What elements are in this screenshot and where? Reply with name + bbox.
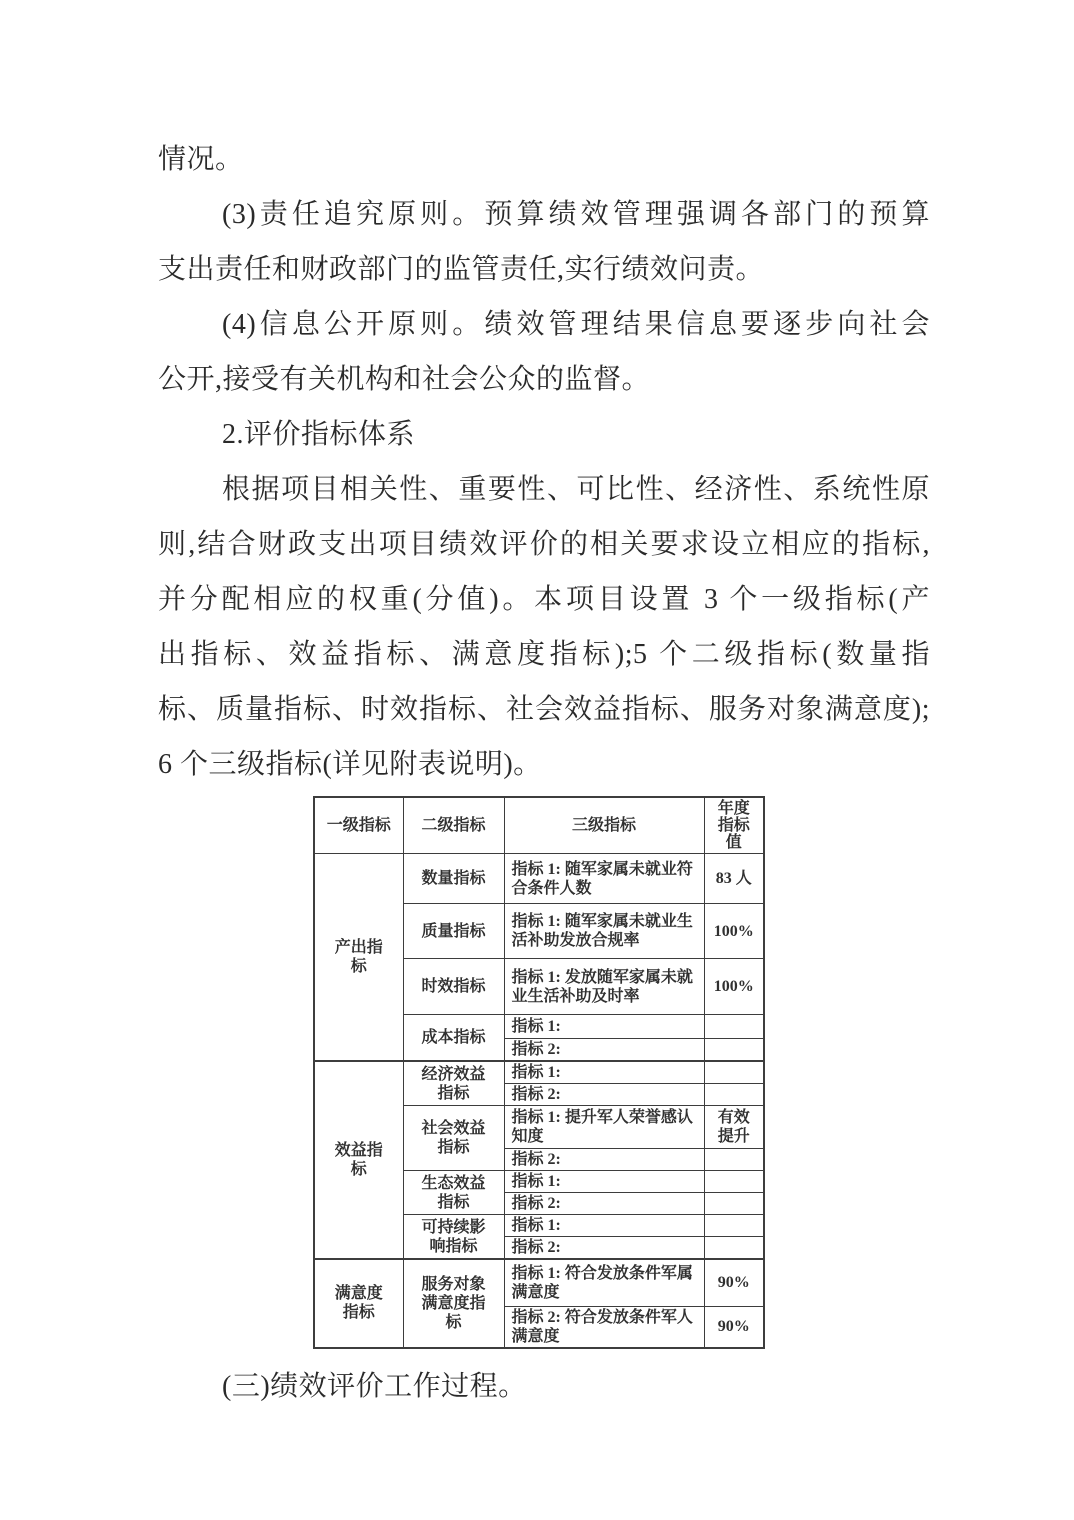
- cell-social-value2: [704, 1149, 764, 1171]
- col-header-level1: 一级指标: [314, 797, 403, 854]
- cell-sustainable-label: 可持续影响指标: [403, 1215, 504, 1260]
- cell-ecological-indicator1: 指标 1:: [504, 1171, 704, 1193]
- table-row: [314, 854, 764, 904]
- section-heading: 2.评价指标体系: [222, 419, 416, 450]
- cell-benefit-label: 效益指标: [314, 1061, 403, 1259]
- table-header-row: [314, 797, 764, 854]
- cell-cost-indicator2: 指标 2:: [504, 1039, 704, 1062]
- cell-timeliness-label: 时效指标: [403, 959, 504, 1015]
- cell-cost-label: 成本指标: [403, 1015, 504, 1062]
- text-line: 6 个三级指标(详见附表说明)。: [158, 749, 542, 780]
- cell-economic-value1: [704, 1061, 764, 1084]
- cell-social-value1: 有效提升: [704, 1106, 764, 1149]
- text-line: 则,结合财政支出项目绩效评价的相关要求设立相应的指标,: [158, 529, 930, 560]
- text-line: 公开,接受有关机构和社会公众的监督。: [158, 364, 651, 395]
- text-line: 情况。: [158, 144, 244, 175]
- col-header-annual-value: 年度指标值: [704, 797, 764, 854]
- text-line: (4)信息公开原则。绩效管理结果信息要逐步向社会: [222, 309, 930, 340]
- text-line: 标、质量指标、时效指标、社会效益指标、服务对象满意度);: [158, 694, 930, 725]
- cell-quality-label: 质量指标: [403, 904, 504, 959]
- cell-sustainable-indicator2: 指标 2:: [504, 1237, 704, 1260]
- cell-ecological-value2: [704, 1193, 764, 1215]
- cell-service-value2: 90%: [704, 1306, 764, 1348]
- cell-quantity-value1: 83 人: [704, 854, 764, 904]
- col-header-level3: 三级指标: [504, 797, 704, 854]
- cell-timeliness-indicator1: 指标 1: 发放随军家属未就业生活补助及时率: [504, 959, 704, 1015]
- table-row: [314, 1061, 764, 1084]
- cell-cost-value2: [704, 1039, 764, 1062]
- cell-quantity-indicator1: 指标 1: 随军家属未就业符合条件人数: [504, 854, 704, 904]
- cell-ecological-value1: [704, 1171, 764, 1193]
- cell-service-value1: 90%: [704, 1259, 764, 1306]
- text-line: 出指标、效益指标、满意度指标);5 个二级指标(数量指: [158, 639, 930, 670]
- cell-sustainable-indicator1: 指标 1:: [504, 1215, 704, 1237]
- cell-social-indicator2: 指标 2:: [504, 1149, 704, 1171]
- cell-ecological-indicator2: 指标 2:: [504, 1193, 704, 1215]
- document-body: [158, 132, 930, 1414]
- closing-paragraph-wrap: [158, 1359, 930, 1414]
- cell-economic-value2: [704, 1084, 764, 1106]
- cell-sustainable-value2: [704, 1237, 764, 1260]
- indicator-table: [313, 796, 765, 1349]
- closing-paragraph: (三)绩效评价工作过程。: [222, 1370, 527, 1402]
- cell-service-indicator2: 指标 2: 符合发放条件军人满意度: [504, 1306, 704, 1348]
- table-row: [314, 1259, 764, 1306]
- cell-satisfaction-label: 满意度指标: [314, 1259, 403, 1348]
- cell-economic-indicator2: 指标 2:: [504, 1084, 704, 1106]
- cell-social-indicator1: 指标 1: 提升军人荣誉感认知度: [504, 1106, 704, 1149]
- text-line: 支出责任和财政部门的监管责任,实行绩效问责。: [158, 254, 765, 285]
- col-header-level2: 二级指标: [403, 797, 504, 854]
- cell-quantity-label: 数量指标: [403, 854, 504, 904]
- cell-social-label: 社会效益指标: [403, 1106, 504, 1171]
- cell-service-label: 服务对象满意度指标: [403, 1259, 504, 1348]
- cell-quality-indicator1: 指标 1: 随军家属未就业生活补助发放合规率: [504, 904, 704, 959]
- text-line: 根据项目相关性、重要性、可比性、经济性、系统性原: [222, 474, 930, 505]
- text-line: 并分配相应的权重(分值)。本项目设置 3 个一级指标(产: [158, 584, 930, 615]
- cell-cost-value1: [704, 1015, 764, 1039]
- cell-service-indicator1: 指标 1: 符合发放条件军属满意度: [504, 1259, 704, 1306]
- cell-sustainable-value1: [704, 1215, 764, 1237]
- cell-ecological-label: 生态效益指标: [403, 1171, 504, 1215]
- cell-cost-indicator1: 指标 1:: [504, 1015, 704, 1039]
- text-line: (3)责任追究原则。预算绩效管理强调各部门的预算: [222, 199, 930, 230]
- cell-output-label: 产出指标: [314, 854, 403, 1062]
- cell-timeliness-value1: 100%: [704, 959, 764, 1015]
- cell-quality-value1: 100%: [704, 904, 764, 959]
- cell-economic-indicator1: 指标 1:: [504, 1061, 704, 1084]
- cell-economic-label: 经济效益指标: [403, 1061, 504, 1106]
